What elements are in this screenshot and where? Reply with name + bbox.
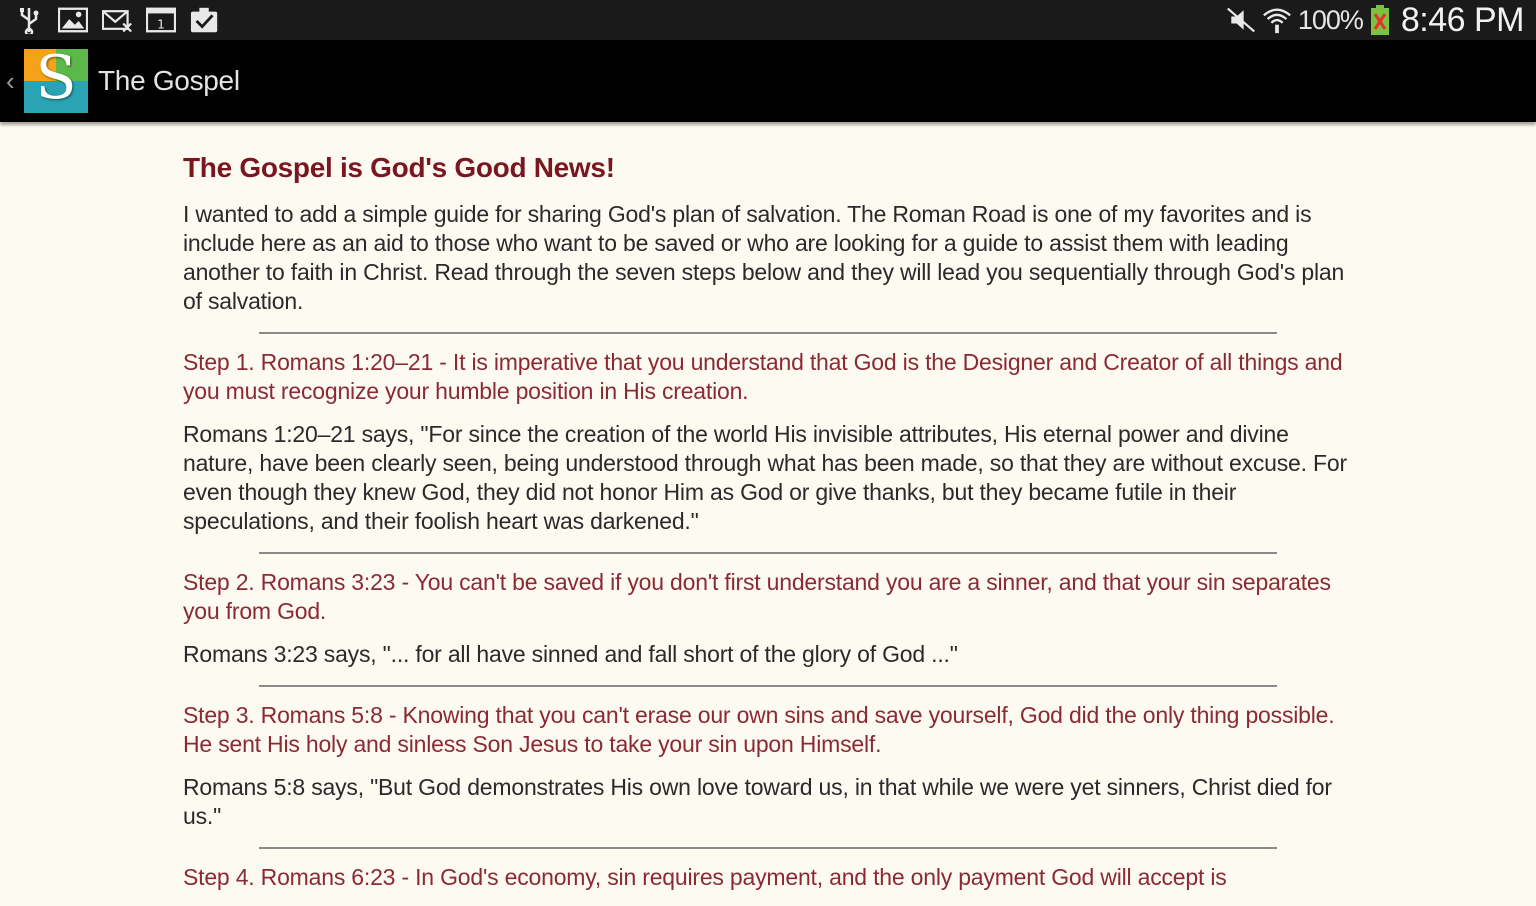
divider (259, 332, 1277, 334)
logo-letter: S (35, 43, 77, 113)
usb-icon (14, 6, 44, 34)
system-status (1226, 1, 1536, 40)
article-heading: The Gospel is God's Good News! (183, 152, 615, 183)
step-verse: Romans 5:8 says, "But God demonstrates His own love toward us, in that while we were yet sinners, Christ died for us." (183, 774, 1332, 829)
image-icon (58, 6, 88, 34)
page-title: The Gospel (98, 65, 240, 96)
mute-icon (1226, 6, 1256, 34)
step-title: Step 4. Romans 6:23 - In God's economy, sin requires payment, and the only payment God will accept is (183, 864, 1227, 890)
email-icon (102, 6, 132, 34)
app-logo[interactable] (24, 43, 88, 113)
divider (259, 847, 1277, 849)
calendar-icon (146, 6, 176, 34)
step-title: Step 2. Romans 3:23 - You can't be saved if you don't first understand you are a sinner, and that your sin separates you from God. (183, 569, 1331, 624)
step-title: Step 3. Romans 5:8 - Knowing that you can't erase our own sins and save yourself, God did the only thing possible. He sent His holy and sinless Son Jesus to take your sin upon Himself. (183, 702, 1335, 757)
status-bar (0, 0, 1536, 40)
step-verse: Romans 1:20–21 says, "For since the creation of the world His invisible attributes, His eternal power and divine nature, have been clearly seen, being understood through what has been made, so that they are without excuse. For even though they knew God, they did not honor Him as God or give thanks, but they became futile in their speculations, and their foolish heart was darkened." (183, 421, 1347, 534)
intro-paragraph: I wanted to add a simple guide for sharing God's plan of salvation. The Roman Road is one of my favorites and is include here as an aid to those who want to be saved or who are looking for a guide to assist them with leading another to faith in Christ. Read through the seven steps below and they will lead you sequentially through God's plan of salvation. (183, 201, 1345, 314)
back-caret-icon[interactable]: ‹ (6, 65, 15, 96)
clock: 8:46 PM (1400, 0, 1524, 39)
battery-icon (1369, 6, 1391, 34)
step-title: Step 1. Romans 1:20–21 - It is imperative that you understand that God is the Designer and Creator of all things and you must recognize your humble position in His creation. (183, 349, 1343, 404)
divider (259, 552, 1277, 554)
battery-percent: 100% (1297, 4, 1363, 35)
wifi-icon (1262, 6, 1292, 34)
task-check-icon (190, 6, 220, 34)
notification-icons (0, 6, 220, 34)
svg-text:1: 1 (157, 17, 165, 32)
article-content (183, 152, 1353, 906)
divider (259, 685, 1277, 687)
step-verse: Romans 3:23 says, "... for all have sinned and fall short of the glory of God ..." (183, 641, 958, 667)
action-bar (0, 40, 1536, 122)
